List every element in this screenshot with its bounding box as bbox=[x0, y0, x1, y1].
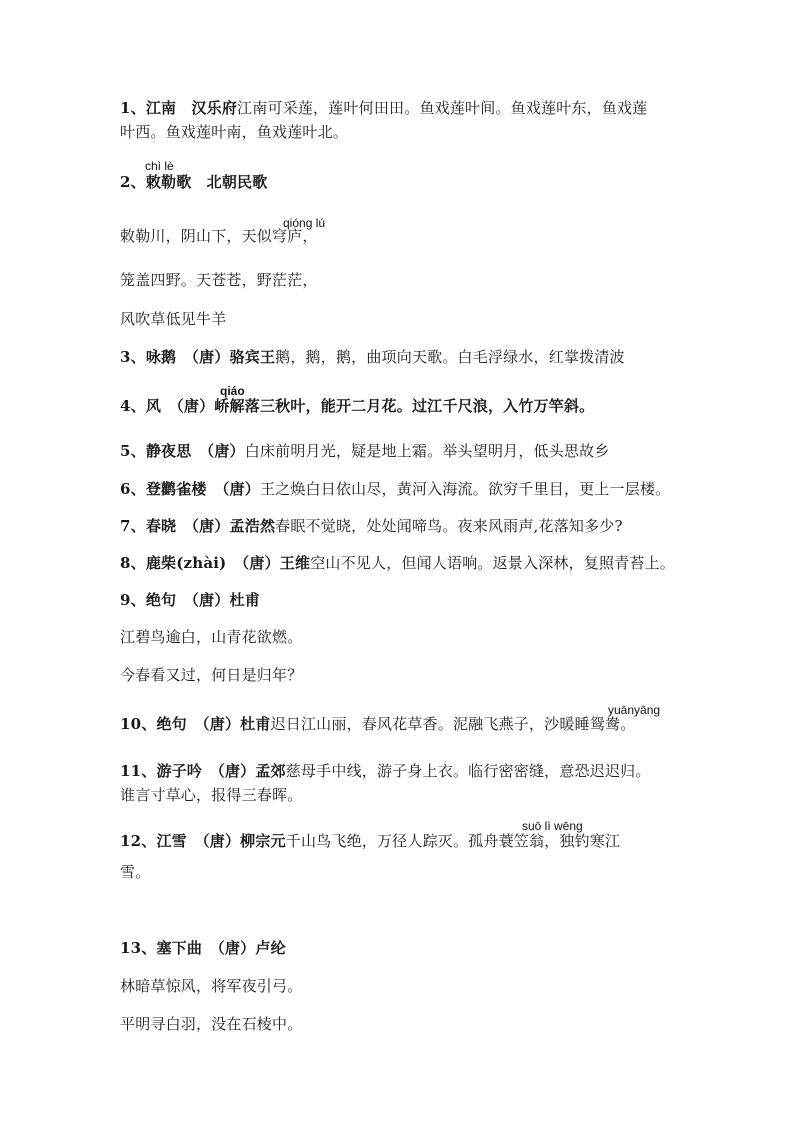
poem-12-text: 千山鸟飞绝，万径人踪灭。孤舟 bbox=[285, 832, 499, 850]
poem-5-text: 白床前明月光，疑是地上霜。举头望明月，低头思故乡 bbox=[244, 442, 610, 460]
poem-12-ruby-suoliweng: 蓑笠翁 bbox=[498, 832, 545, 850]
poem-4-heading: 4、风 （唐） bbox=[120, 397, 215, 415]
poem-9-heading: 9、绝句 （唐）杜甫 bbox=[120, 591, 260, 609]
poem-10-end: 。 bbox=[620, 715, 636, 733]
poem-12-text-b: ，独钓寒江 bbox=[544, 832, 621, 850]
poem-12-heading: 12、江雪 （唐）柳宗元 bbox=[120, 832, 286, 850]
poem-8-line bbox=[120, 553, 675, 573]
poem-11-line-2: 谁言寸草心，报得三春晖。 bbox=[120, 786, 303, 804]
pinyin-qionglu: qióng lú bbox=[283, 216, 326, 230]
poem-10-ruby-yuanyang: 鸳鸯 bbox=[589, 715, 621, 733]
poem-9-line-2: 今春看又过，何日是归年？ bbox=[120, 666, 303, 684]
poem-2-line-2: 笼盖四野。天苍苍，野茫茫， bbox=[120, 271, 318, 289]
poem-5-heading: 5、静夜思 （唐） bbox=[120, 442, 245, 460]
poem-1-heading: 1、江南 汉乐府 bbox=[120, 99, 238, 117]
poem-11-heading: 11、游子吟 （唐）孟郊 bbox=[120, 762, 286, 780]
poem-12-line-1 bbox=[120, 831, 620, 851]
poem-10-line bbox=[120, 714, 635, 734]
poem-6-line bbox=[120, 479, 670, 499]
poem-3-heading: 3、咏鹅 （唐）骆宾王 bbox=[120, 348, 276, 366]
poem-4-line bbox=[120, 396, 594, 416]
poem-13-line-1: 林暗草惊风，将军夜引弓。 bbox=[120, 977, 303, 995]
pinyin-suoliweng: suō lì wēng bbox=[522, 819, 583, 833]
poem-2-text-b: ， bbox=[302, 227, 318, 245]
poem-2-heading: 2、敕勒歌 北朝民歌 bbox=[120, 173, 268, 191]
poem-9-line-1: 江碧鸟逾白，山青花欲燃。 bbox=[120, 628, 303, 646]
poem-6-text: 王之焕白日依山尽，黄河入海流。欲穷千里目，更上一层楼。 bbox=[259, 480, 671, 498]
poem-11-line-1 bbox=[120, 761, 651, 781]
poem-5-line bbox=[120, 441, 610, 461]
poem-11-text: 慈母手中线，游子身上衣。临行密密缝，意恐迟迟归。 bbox=[285, 762, 651, 780]
poem-7-line bbox=[120, 516, 623, 536]
poem-6-heading: 6、登鹳雀楼 （唐） bbox=[120, 480, 260, 498]
poem-8-text: 空山不见人，但闻人语响。返景入深林，复照青苔上。 bbox=[310, 554, 675, 572]
pinyin-qiao: qiáo bbox=[220, 384, 245, 398]
poem-3-line bbox=[120, 347, 625, 367]
poem-13-heading: 13、塞下曲 （唐）卢纶 bbox=[120, 939, 286, 957]
poem-2-text-a: 敕勒川，阴山下，天似 bbox=[120, 227, 273, 245]
pinyin-yuanyang: yuānyāng bbox=[608, 703, 661, 717]
poem-2-line-1 bbox=[120, 226, 318, 246]
poem-13-line-2: 平明寻白羽，没在石棱中。 bbox=[120, 1015, 303, 1033]
poem-3-text: 鹅，鹅，鹅，曲项向天歌。白毛浮绿水，红掌拨清波 bbox=[275, 348, 625, 366]
poem-7-heading: 7、春晓 （唐）孟浩然 bbox=[120, 517, 276, 535]
poem-10-text: 迟日江山丽，春风花草香。泥融飞燕子，沙暖睡 bbox=[270, 715, 590, 733]
poem-7-text: 春眠不觉晓，处处闻啼鸟。夜来风雨声,花落知多少? bbox=[275, 517, 623, 535]
pinyin-chile: chì lè bbox=[145, 159, 174, 173]
poem-1-line-1 bbox=[120, 98, 647, 118]
poem-1-line-2: 叶西。鱼戏莲叶南，鱼戏莲叶北。 bbox=[120, 123, 349, 141]
poem-2-line-3: 风吹草低见牛羊 bbox=[120, 310, 227, 328]
poem-2-ruby-qionglu: 穹庐 bbox=[272, 227, 303, 245]
poem-4-ruby-qiao: 峤 bbox=[214, 397, 230, 415]
poem-1-text: 江南可采莲，莲叶何田田。鱼戏莲叶间。鱼戏莲叶东，鱼戏莲 bbox=[237, 99, 648, 117]
poem-8-heading: 8、鹿柴(zhài) （唐）王维 bbox=[120, 554, 311, 572]
poem-4-text: 解落三秋叶，能开二月花。过江千尺浪，入竹万竿斜。 bbox=[229, 397, 595, 415]
poem-10-heading: 10、绝句 （唐）杜甫 bbox=[120, 715, 271, 733]
poem-12-line-2: 雪。 bbox=[120, 863, 151, 881]
